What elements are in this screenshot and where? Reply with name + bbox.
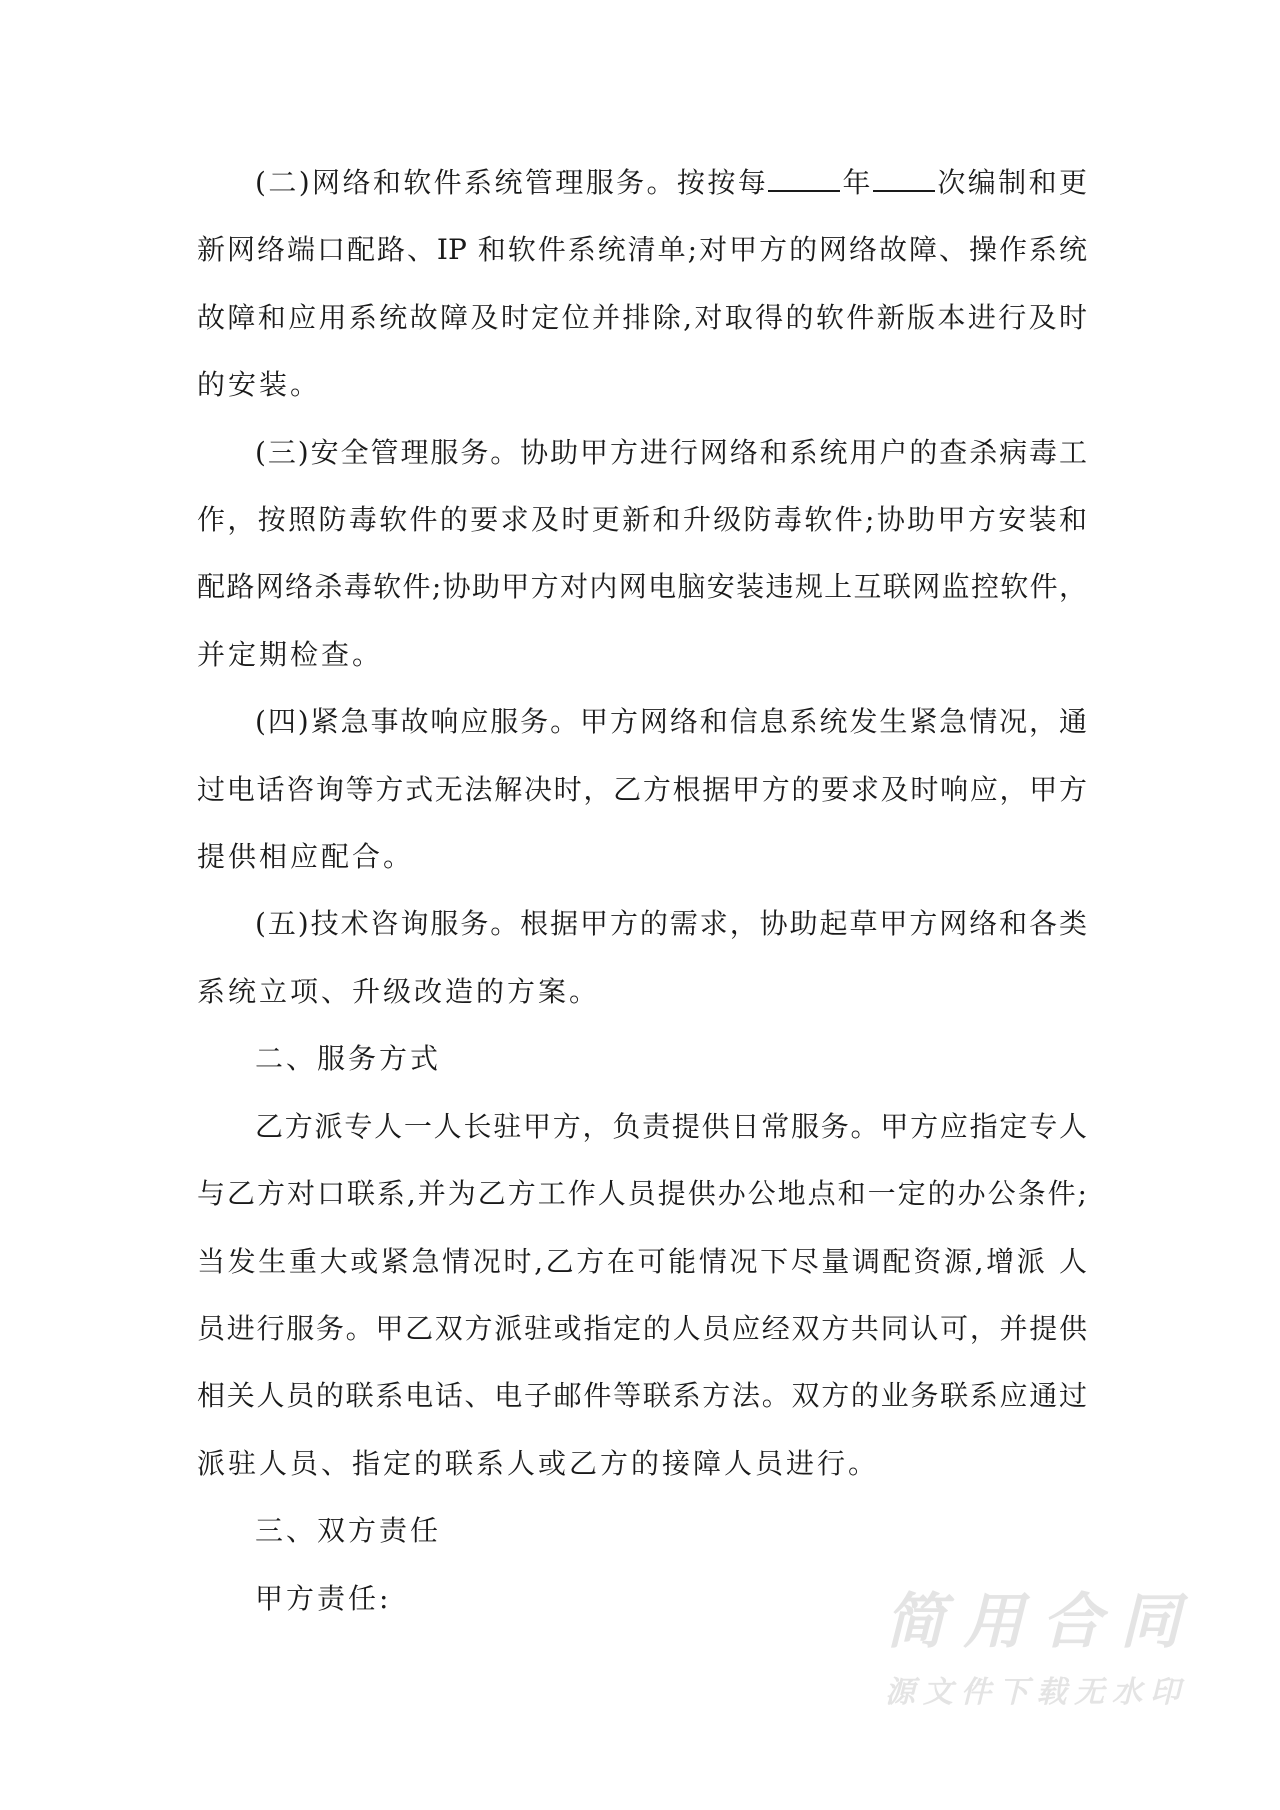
clause-2-line-2: 新网络端口配路、IP 和软件系统清单;对甲方的网络故障、操作系统 (197, 233, 1087, 266)
clause-4-line-3: 提供相应配合。 (197, 840, 415, 873)
clause-2-line-1 (255, 163, 1087, 203)
section-heading-responsibilities: 三、双方责任 (255, 1514, 442, 1547)
clause-2-text-a: (二)网络和软件系统管理服务。按按每 (255, 166, 769, 199)
clause-3-line-4: 并定期检查。 (197, 638, 384, 671)
service-method-line-4: 员进行服务。甲乙双方派驻或指定的人员应经双方共同认可，并提供 (197, 1312, 1087, 1345)
clause-2-line-3: 故障和应用系统故障及时定位并排除,对取得的软件新版本进行及时 (197, 301, 1087, 334)
clause-2-line-4: 的安装。 (197, 368, 322, 401)
clause-2-text-c: 次编制和更 (934, 166, 1087, 199)
service-method-line-5: 相关人员的联系电话、电子邮件等联系方法。双方的业务联系应通过 (197, 1379, 1087, 1412)
clause-3-line-3: 配路网络杀毒软件;协助甲方对内网电脑安装违规上互联网监控软件， (197, 570, 1087, 603)
clause-4-line-2: 过电话咨询等方式无法解决时，乙方根据甲方的要求及时响应，甲方 (197, 773, 1087, 806)
section-heading-service-method: 二、服务方式 (255, 1042, 442, 1075)
blank-times-field (873, 164, 935, 192)
clause-3-line-2: 作，按照防毒软件的要求及时更新和升级防毒软件;协助甲方安装和 (197, 503, 1087, 536)
watermark-title: 简用合同 (885, 1587, 1180, 1657)
watermark-subtitle: 源文件下载无水印 (885, 1675, 1180, 1710)
service-method-line-3: 当发生重大或紧急情况时,乙方在可能情况下尽量调配资源,增派 人 (197, 1245, 1087, 1278)
party-a-responsibilities-label: 甲方责任: (255, 1582, 392, 1615)
clause-2-text-b: 年 (840, 166, 873, 199)
blank-years-field (768, 164, 840, 192)
clause-5-line-1: (五)技术咨询服务。根据甲方的需求，协助起草甲方网络和各类 (255, 907, 1087, 940)
clause-5-line-2: 系统立项、升级改造的方案。 (197, 975, 601, 1008)
clause-4-line-1: (四)紧急事故响应服务。甲方网络和信息系统发生紧急情况，通 (255, 705, 1087, 738)
service-method-line-2: 与乙方对口联系,并为乙方工作人员提供办公地点和一定的办公条件; (197, 1177, 1087, 1210)
service-method-line-1: 乙方派专人一人长驻甲方，负责提供日常服务。甲方应指定专人 (255, 1110, 1087, 1143)
service-method-line-6: 派驻人员、指定的联系人或乙方的接障人员进行。 (197, 1447, 880, 1480)
clause-3-line-1: (三)安全管理服务。协助甲方进行网络和系统用户的查杀病毒工 (255, 436, 1087, 469)
